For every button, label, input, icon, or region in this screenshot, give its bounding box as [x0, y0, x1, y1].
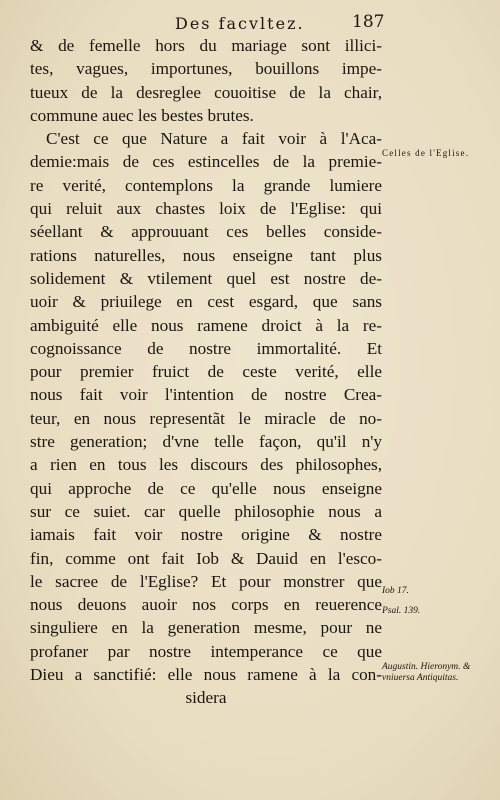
text-line: Dieu a sanctifié: elle nous ramene à la con- — [30, 665, 382, 685]
text-line: cognoissance de nostre immortalité. Et — [30, 338, 382, 358]
text-line: profaner par nostre intemperance ce que — [30, 641, 382, 661]
margin-note: Augustin. Hieronym. & vniuersa Antiquitas. — [382, 662, 471, 683]
text-line: ambiguité elle nous ramene droict à la re- — [30, 315, 382, 335]
text-line: qui reluit aux chastes loix de l'Eglise: qui — [30, 199, 382, 219]
text-line: nous deuons auoir nos corps en reuerence — [30, 595, 382, 615]
text-line: le sacree de l'Eglise? Et pour monstrer que — [30, 571, 382, 591]
text-line: C'est ce que Nature a fait voir à l'Aca- — [46, 129, 382, 149]
margin-note: Celles de l'Eglise. — [382, 148, 470, 158]
margin-note: Iob 17. — [382, 586, 409, 596]
body-text — [30, 34, 382, 710]
text-line: singuliere en la generation mesme, pour ne — [30, 618, 382, 638]
page-number: 187 — [352, 12, 385, 32]
text-line: iamais fait voir nostre origine & nostre — [30, 525, 382, 545]
text-line: a rien en tous les discours des philosophes, — [30, 455, 382, 475]
text-line: nous fait voir l'intention de nostre Crea- — [30, 385, 382, 405]
text-line: sur ce suiet. car quelle philosophie nous a — [30, 501, 382, 521]
text-line: séellant & approuuant ces belles conside- — [30, 222, 382, 242]
text-line: pour premier fruict de ceste verité, elle — [30, 362, 382, 382]
text-line: re verité, contemplons la grande lumiere — [30, 175, 382, 195]
margin-note: Psal. 139. — [382, 606, 421, 616]
text-line: tueux de la desreglee couoitise de la chair, — [30, 82, 382, 102]
text-line: stre generation; d'vne telle façon, qu'il n'y — [30, 432, 382, 452]
text-line: fin, comme ont fait Iob & Dauid en l'esco- — [30, 548, 382, 568]
text-line: commune auec les bestes brutes. — [30, 105, 254, 125]
text-line: teur, en nous representãt le miracle de no- — [30, 408, 382, 428]
catchword: sidera — [185, 688, 227, 708]
text-line: solidement & vtilement quel est nostre de- — [30, 268, 382, 288]
text-line: & de femelle hors du mariage sont illici- — [30, 36, 382, 55]
text-line: tes, vagues, importunes, bouillons impe- — [30, 59, 382, 79]
text-line: rations naturelles, nous enseigne tant plus — [30, 245, 382, 265]
running-title: Des facvltez. — [175, 14, 305, 33]
text-line: demie:mais de ces estincelles de la premie- — [30, 152, 382, 172]
text-line: qui approche de ce qu'elle nous enseigne — [30, 478, 382, 498]
text-line: uoir & priuilege en cest esgard, que sans — [30, 292, 382, 312]
